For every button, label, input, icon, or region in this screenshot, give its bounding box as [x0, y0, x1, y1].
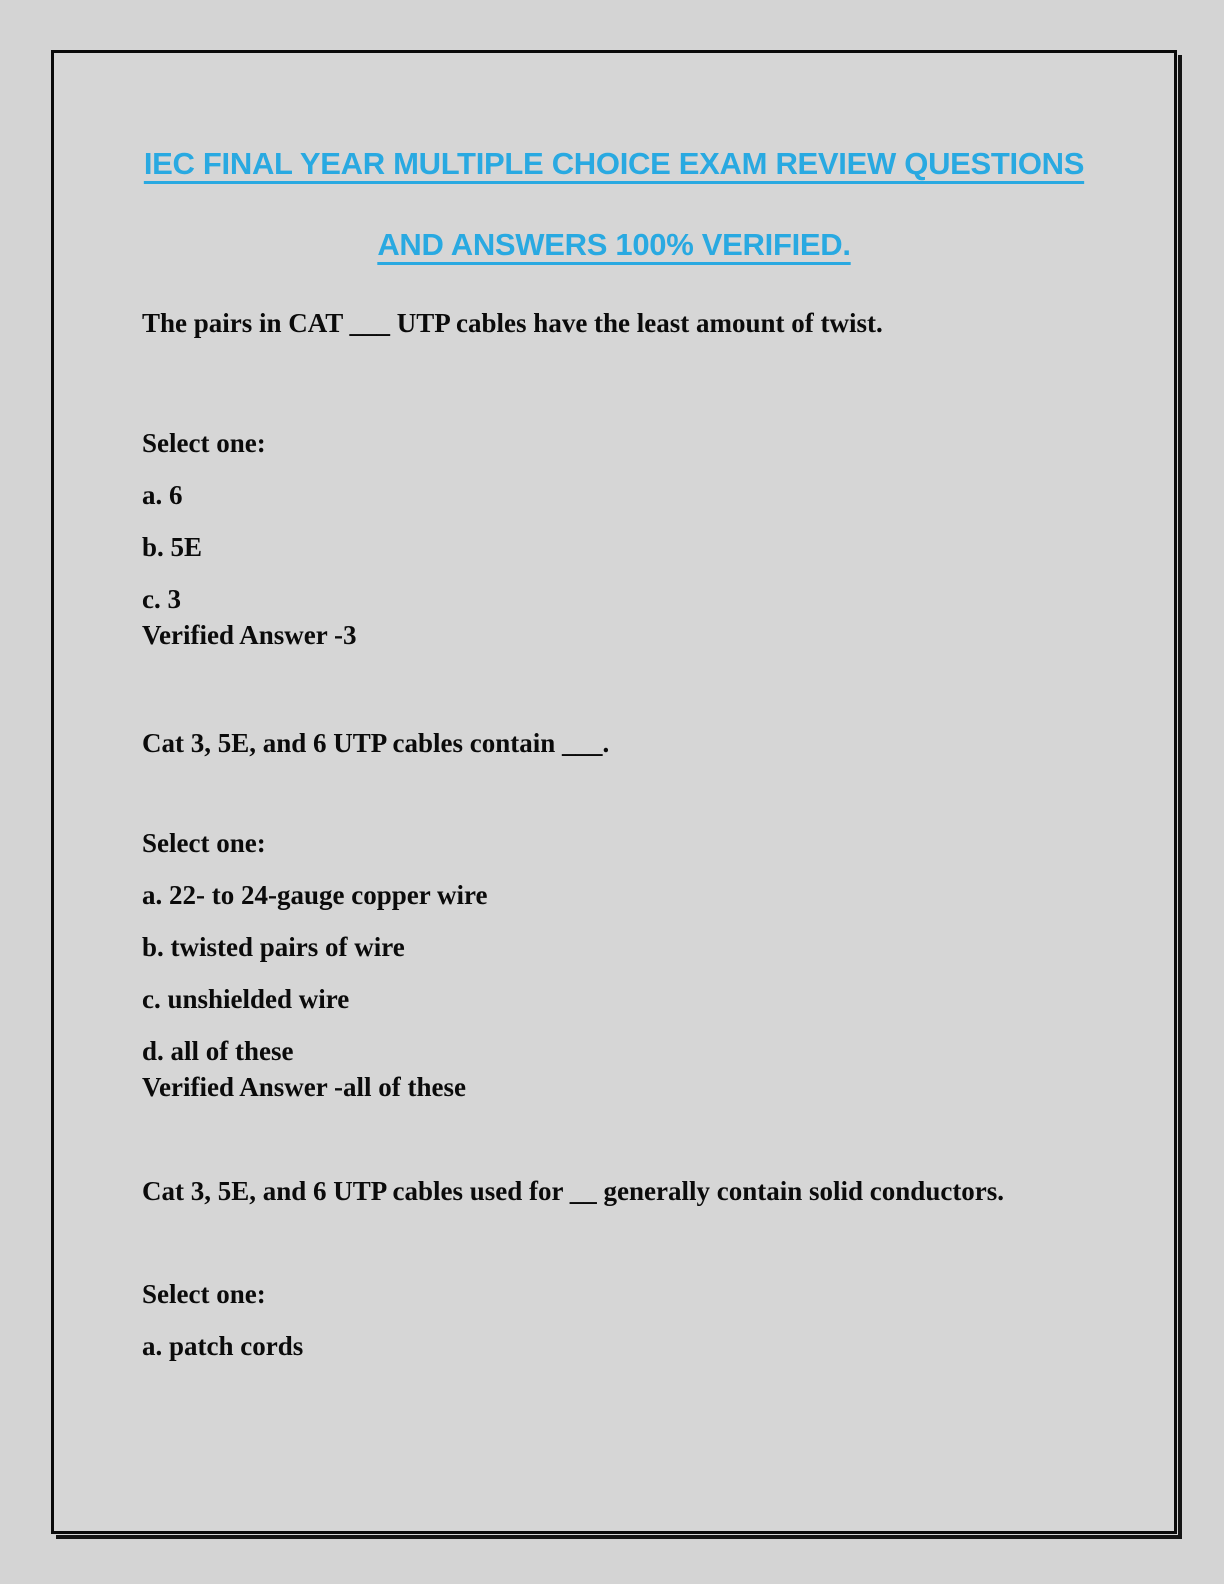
answer-option-d: d. all of these	[142, 1036, 294, 1066]
select-one-label: Select one:	[142, 428, 266, 458]
question-prompt: Cat 3, 5E, and 6 UTP cables contain ___.	[142, 728, 610, 758]
question-block-1	[142, 305, 1086, 651]
verified-answer: Verified Answer -3	[142, 620, 357, 650]
answer-option-c: c. unshielded wire	[142, 984, 350, 1014]
question-block-2	[142, 725, 1086, 1103]
select-one-label: Select one:	[142, 1279, 266, 1309]
answer-option-a: a. 6	[142, 480, 183, 510]
answer-option-a: a. patch cords	[142, 1331, 304, 1361]
document-title-line-1: IEC FINAL YEAR MULTIPLE CHOICE EXAM REVIEW QUESTIONS	[143, 146, 1085, 181]
verified-answer: Verified Answer -all of these	[142, 1072, 466, 1102]
document-title-line-2: AND ANSWERS 100% VERIFIED.	[377, 227, 851, 262]
answer-option-a: a. 22- to 24-gauge copper wire	[142, 880, 488, 910]
question-prompt: Cat 3, 5E, and 6 UTP cables used for __ generally contain solid conductors.	[142, 1176, 1005, 1206]
answer-option-b: b. twisted pairs of wire	[142, 932, 405, 962]
answer-option-b: b. 5E	[142, 532, 203, 562]
question-block-3	[142, 1173, 1086, 1362]
document-page	[51, 50, 1177, 1534]
answer-option-c: c. 3	[142, 584, 181, 614]
select-one-label: Select one:	[142, 828, 266, 858]
question-prompt: The pairs in CAT ___ UTP cables have the least amount of twist.	[142, 308, 883, 338]
